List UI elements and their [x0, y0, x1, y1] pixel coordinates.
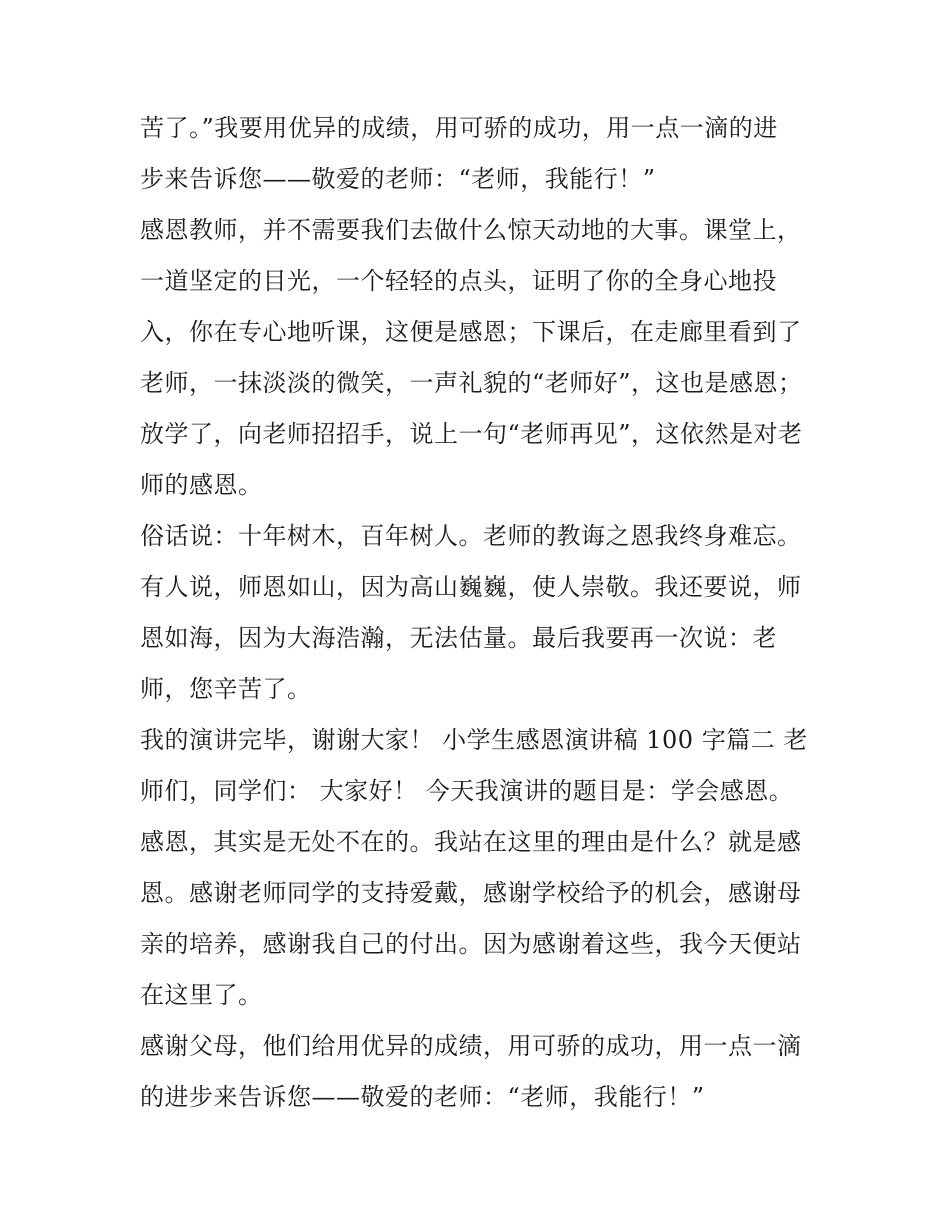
text-line: 感恩，其实是无处不在的。我站在这里的理由是什么？就是感: [140, 828, 802, 856]
text-line: 感谢父母，他们给用优异的成绩，用可骄的成功，用一点一滴: [140, 1032, 802, 1060]
text-line: 师，您辛苦了。: [140, 675, 312, 703]
text-line: 俗话说：十年树木，百年树人。老师的教诲之恩我终身难忘。: [140, 522, 802, 550]
text-line: 苦了。”我要用优异的成绩，用可骄的成功，用一点一滴的进: [140, 114, 778, 142]
text-line: 亲的培养，感谢我自己的付出。因为感谢着这些，我今天便站: [140, 930, 802, 958]
text-line: 恩如海，因为大海浩瀚，无法估量。最后我要再一次说：老: [140, 624, 777, 652]
text-line: 感恩教师，并不需要我们去做什么惊天动地的大事。课堂上，: [140, 216, 802, 244]
text-line: 在这里了。: [140, 981, 263, 1009]
text-line: 老师，一抹淡淡的微笑，一声礼貌的“老师好”，这也是感恩；: [140, 369, 803, 397]
text-line: 的进步来告诉您——敬爱的老师：“老师，我能行！”: [140, 1083, 705, 1111]
text-line: 师的感恩。: [140, 471, 263, 499]
text-line: 师们，同学们： 大家好！ 今天我演讲的题目是：学会感恩。: [140, 777, 794, 805]
text-line: 一道坚定的目光，一个轻轻的点头，证明了你的全身心地投: [140, 267, 777, 295]
text-line: 恩。感谢老师同学的支持爱戴，感谢学校给予的机会，感谢母: [140, 879, 802, 907]
text-line: 入，你在专心地听课，这便是感恩；下课后，在走廊里看到了: [140, 318, 802, 346]
text-line: 放学了，向老师招招手，说上一句“老师再见”，这依然是对老: [140, 420, 803, 448]
text-line: 步来告诉您——敬爱的老师：“老师，我能行！”: [140, 165, 656, 193]
text-line: 我的演讲完毕，谢谢大家！ 小学生感恩演讲稿 100 字篇二 老: [140, 726, 808, 754]
text-line: 有人说，师恩如山，因为高山巍巍，使人崇敬。我还要说，师: [140, 573, 802, 601]
